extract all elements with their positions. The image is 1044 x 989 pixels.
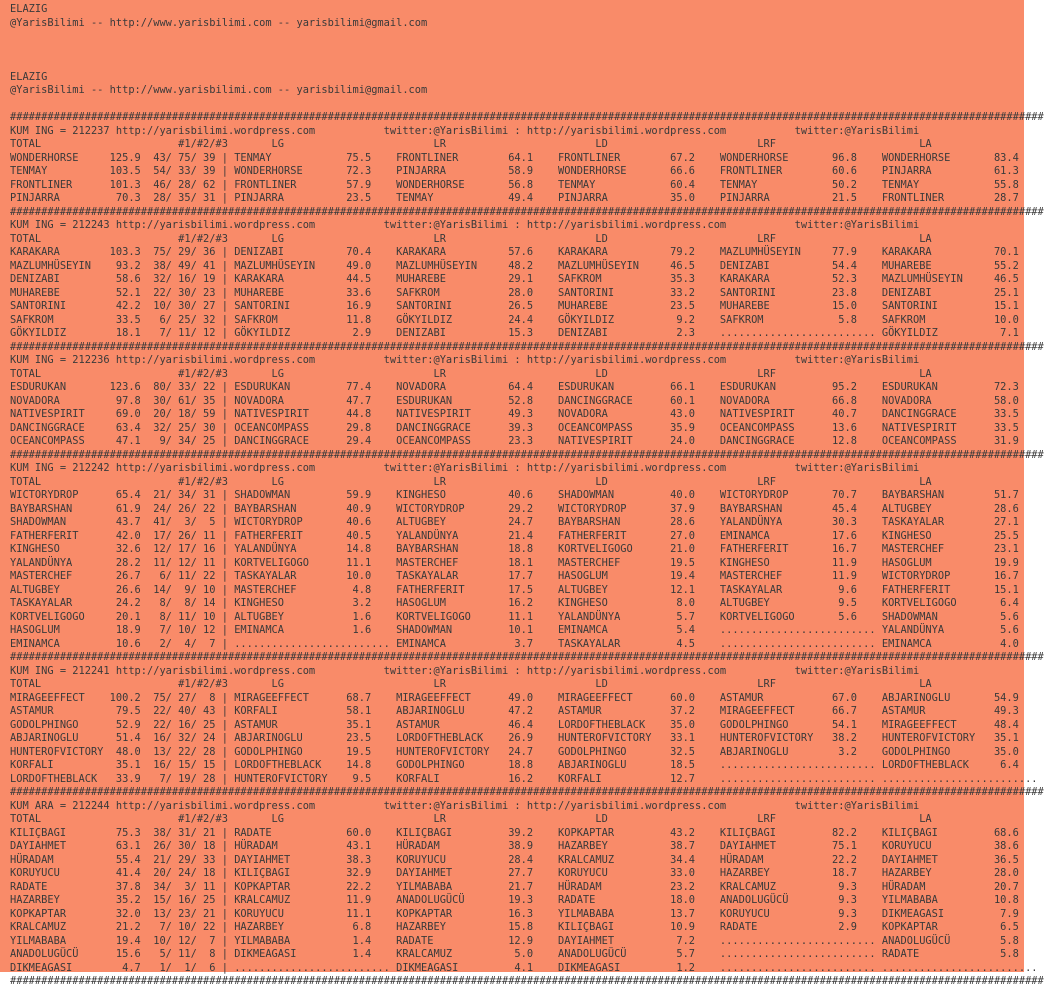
data-row: BAYBARSHAN 61.9 24/ 26/ 22 | BAYBARSHAN 40.9 WICTORYDROP 29.2 WICTORYDROP 37.9 BAYBARSHAN 45.4 ALTUGBEY 28.6 (10, 502, 1019, 515)
preamble-location: ELAZIG (10, 70, 48, 83)
data-row: DANCINGGRACE 63.4 32/ 25/ 30 | OCEANCOMPASS 29.8 DANCINGGRACE 39.3 OCEANCOMPASS 35.9 OCEANCOMPASS 13.6 NATIVESPIRIT 33.5 (10, 421, 1019, 434)
data-row: YILMABABA 19.4 10/ 12/ 7 | YILMABABA 1.4 RADATE 12.9 DAYIAHMET 7.2 ......................... ANADOLUGÜCÜ 5.8 (10, 934, 1019, 947)
column-header: TOTAL #1/#2/#3 LG LR LD LRF LA (10, 475, 932, 488)
data-row: MASTERCHEF 26.7 6/ 11/ 22 | TASKAYALAR 10.0 TASKAYALAR 17.7 HASOGLUM 19.4 MASTERCHEF 11.9 WICTORYDROP 16.7 (10, 570, 1019, 582)
data-row: FATHERFERIT 42.0 17/ 26/ 11 | FATHERFERIT 40.5 YALANDÜNYA 21.4 FATHERFERIT 27.0 EMINAMCA 17.6 KINGHESO 25.5 (10, 529, 1019, 542)
data-row: MIRAGEEFFECT 100.2 75/ 27/ 8 | MIRAGEEFFECT 68.7 MIRAGEEFFECT 49.0 MIRAGEEFFECT 60.0 ASTAMUR 67.0 ABJARINOGLU 54.9 (10, 691, 1019, 704)
separator-line: ###################################################################################################################################################################### (10, 975, 1044, 987)
column-header: TOTAL #1/#2/#3 LG LR LD LRF LA (10, 813, 932, 825)
data-row: GODOLPHINGO 52.9 22/ 16/ 25 | ASTAMUR 35.1 ASTAMUR 46.4 LORDOFTHEBLACK 35.0 GODOLPHINGO 54.1 MIRAGEEFFECT 48.4 (10, 718, 1019, 731)
data-row: OCEANCOMPASS 47.1 9/ 34/ 25 | DANCINGGRACE 29.4 OCEANCOMPASS 23.3 NATIVESPIRIT 24.0 DANCINGGRACE 12.8 OCEANCOMPASS 31.9 (10, 435, 1019, 447)
separator-line: ###################################################################################################################################################################### (10, 340, 1044, 353)
separator-line: ###################################################################################################################################################################### (10, 111, 1044, 123)
section-header: KUM ING = 212237 http://yarisbilimi.wordpress.com twitter:@YarisBilimi : http://yarisbilimi.wordpress.com twitter:@YarisBilimi (10, 124, 920, 137)
data-row: SHADOWMAN 43.7 41/ 3/ 5 | WICTORYDROP 40.6 ALTUGBEY 24.7 BAYBARSHAN 28.6 YALANDÜNYA 30.3 TASKAYALAR 27.1 (10, 516, 1019, 528)
data-row: DENIZABI 58.6 32/ 16/ 19 | KARAKARA 44.5 MUHAREBE 29.1 SAFKROM 35.3 KARAKARA 52.3 MAZLUMHÜSEYIN 46.5 (10, 273, 1019, 285)
data-row: MUHAREBE 52.1 22/ 30/ 23 | MUHAREBE 33.6 SAFKROM 28.0 SANTORINI 33.2 SANTORINI 23.8 DENIZABI 25.1 (10, 286, 1019, 299)
blank-line (10, 44, 1024, 58)
data-row: YALANDÜNYA 28.2 11/ 12/ 11 | KORTVELIGOGO 11.1 MASTERCHEF 18.1 MASTERCHEF 19.5 KINGHESO 11.9 HASOGLUM 19.9 (10, 556, 1019, 569)
data-row: KORFALI 35.1 16/ 15/ 15 | LORDOFTHEBLACK 14.8 GODOLPHINGO 18.8 ABJARINOGLU 18.5 ......................... LORDOFTHEBLACK 6.4 (10, 759, 1019, 771)
section-header: KUM ING = 212242 http://yarisbilimi.wordpress.com twitter:@YarisBilimi : http://yarisbilimi.wordpress.com twitter:@YarisBilimi (10, 462, 920, 474)
data-row: KILIÇBAGI 75.3 38/ 31/ 21 | RADATE 60.0 KILIÇBAGI 39.2 KOPKAPTAR 43.2 KILIÇBAGI 82.2 KILIÇBAGI 68.6 (10, 826, 1019, 839)
data-row: KINGHESO 32.6 12/ 17/ 16 | YALANDÜNYA 14.8 BAYBARSHAN 18.8 KORTVELIGOGO 21.0 FATHERFERIT 16.7 MASTERCHEF 23.1 (10, 543, 1019, 555)
data-row: ESDURUKAN 123.6 80/ 33/ 22 | ESDURUKAN 77.4 NOVADORA 64.4 ESDURUKAN 66.1 ESDURUKAN 95.2 ESDURUKAN 72.3 (10, 381, 1019, 393)
data-row: TENMAY 103.5 54/ 33/ 39 | WONDERHORSE 72.3 PINJARRA 58.9 WONDERHORSE 66.6 FRONTLINER 60.6 PINJARRA 61.3 (10, 165, 1019, 177)
preamble-contact: @YarisBilimi -- http://www.yarisbilimi.com -- yarisbilimi@gmail.com (10, 84, 428, 96)
data-row: LORDOFTHEBLACK 33.9 7/ 19/ 28 | HUNTEROFVICTORY 9.5 KORFALI 16.2 KORFALI 12.7 ......................... ......................... (10, 772, 1038, 785)
data-row: KARAKARA 103.3 75/ 29/ 36 | DENIZABI 70.4 KARAKARA 57.6 KARAKARA 79.2 MAZLUMHÜSEYIN 77.9 KARAKARA 70.1 (10, 246, 1019, 258)
column-header: TOTAL #1/#2/#3 LG LR LD LRF LA (10, 367, 932, 380)
data-row: ANADOLUGÜCÜ 15.6 5/ 11/ 8 | DIKMEAGASI 1.4 KRALCAMUZ 5.0 ANADOLUGÜCÜ 5.7 ......................... RADATE 5.8 (10, 948, 1019, 960)
blank-line (10, 98, 1024, 112)
data-row: HAZARBEY 35.2 15/ 16/ 25 | KRALCAMUZ 11.9 ANADOLUGÜCÜ 19.3 RADATE 18.0 ANADOLUGÜCÜ 9.3 YILMABABA 10.8 (10, 894, 1019, 906)
data-row: RADATE 37.8 34/ 3/ 11 | KOPKAPTAR 22.2 YILMABABA 21.7 HÜRADAM 23.2 KRALCAMUZ 9.3 HÜRADAM 20.7 (10, 880, 1019, 893)
data-row: KORTVELIGOGO 20.1 8/ 11/ 10 | ALTUGBEY 1.6 KORTVELIGOGO 11.1 YALANDÜNYA 5.7 KORTVELIGOGO 5.6 SHADOWMAN 5.6 (10, 610, 1019, 623)
data-row: HÜRADAM 55.4 21/ 29/ 33 | DAYIAHMET 38.3 KORUYUCU 28.4 KRALCAMUZ 34.4 HÜRADAM 22.2 DAYIAHMET 36.5 (10, 853, 1019, 866)
separator-line: ###################################################################################################################################################################### (10, 786, 1044, 798)
blank-line (10, 57, 1024, 71)
blank-line (10, 30, 1024, 44)
data-row: ABJARINOGLU 51.4 16/ 32/ 24 | ABJARINOGLU 23.5 LORDOFTHEBLACK 26.9 HUNTEROFVICTORY 33.1 HUNTEROFVICTORY 38.2 HUNTEROFVICTORY 35.1 (10, 732, 1019, 744)
data-row: KRALCAMUZ 21.2 7/ 10/ 22 | HAZARBEY 6.8 HAZARBEY 15.8 KILIÇBAGI 10.9 RADATE 2.9 KOPKAPTAR 6.5 (10, 921, 1019, 933)
data-row: KORUYUCU 41.4 20/ 24/ 18 | KILIÇBAGI 32.9 DAYIAHMET 27.7 KORUYUCU 33.0 HAZARBEY 18.7 HAZARBEY 28.0 (10, 867, 1019, 879)
data-row: HUNTEROFVICTORY 48.0 13/ 22/ 28 | GODOLPHINGO 19.5 HUNTEROFVICTORY 24.7 GODOLPHINGO 32.5 ABJARINOGLU 3.2 GODOLPHINGO 35.0 (10, 745, 1019, 758)
data-row: ASTAMUR 79.5 22/ 40/ 43 | KORFALI 58.1 ABJARINOGLU 47.2 ASTAMUR 37.2 MIRAGEEFFECT 66.7 ASTAMUR 49.3 (10, 705, 1019, 717)
data-row: ALTUGBEY 26.6 14/ 9/ 10 | MASTERCHEF 4.8 FATHERFERIT 17.5 ALTUGBEY 12.1 TASKAYALAR 9.6 FATHERFERIT 15.1 (10, 583, 1019, 596)
terminal-output (10, 3, 1044, 989)
data-row: KOPKAPTAR 32.0 13/ 23/ 21 | KORUYUCU 11.1 KOPKAPTAR 16.3 YILMABABA 13.7 KORUYUCU 9.3 DIKMEAGASI 7.9 (10, 907, 1019, 920)
separator-line: ###################################################################################################################################################################### (10, 205, 1044, 218)
data-row: MAZLUMHÜSEYIN 93.2 38/ 49/ 41 | MAZLUMHÜSEYIN 49.0 MAZLUMHÜSEYIN 48.2 MAZLUMHÜSEYIN 46.5 DENIZABI 54.4 MUHAREBE 55.2 (10, 259, 1019, 272)
preamble-location: ELAZIG (10, 3, 48, 15)
data-row: DAYIAHMET 63.1 26/ 30/ 18 | HÜRADAM 43.1 HÜRADAM 38.9 HAZARBEY 38.7 DAYIAHMET 75.1 KORUYUCU 38.6 (10, 840, 1019, 852)
section-header: KUM ING = 212243 http://yarisbilimi.wordpress.com twitter:@YarisBilimi : http://yarisbilimi.wordpress.com twitter:@YarisBilimi (10, 219, 920, 231)
section-header: KUM ARA = 212244 http://yarisbilimi.wordpress.com twitter:@YarisBilimi : http://yarisbilimi.wordpress.com twitter:@YarisBilimi (10, 799, 920, 812)
data-row: PINJARRA 70.3 28/ 35/ 31 | PINJARRA 23.5 TENMAY 49.4 PINJARRA 35.0 PINJARRA 21.5 FRONTLINER 28.7 (10, 192, 1019, 204)
data-row: DIKMEAGASI 4.7 1/ 1/ 6 | ......................... DIKMEAGASI 4.1 DIKMEAGASI 1.2 ......................... ......................... (10, 961, 1038, 974)
column-header: TOTAL #1/#2/#3 LG LR LD LRF LA (10, 138, 932, 150)
data-row: GÖKYILDIZ 18.1 7/ 11/ 12 | GÖKYILDIZ 2.9 DENIZABI 15.3 DENIZABI 2.3 ......................... GÖKYILDIZ 7.1 (10, 327, 1019, 339)
data-row: FRONTLINER 101.3 46/ 28/ 62 | FRONTLINER 57.9 WONDERHORSE 56.8 TENMAY 60.4 TENMAY 50.2 TENMAY 55.8 (10, 178, 1019, 191)
data-row: WONDERHORSE 125.9 43/ 75/ 39 | TENMAY 75.5 FRONTLINER 64.1 FRONTLINER 67.2 WONDERHORSE 96.8 WONDERHORSE 83.4 (10, 151, 1019, 164)
column-header: TOTAL #1/#2/#3 LG LR LD LRF LA (10, 232, 932, 245)
data-row: EMINAMCA 10.6 2/ 4/ 7 | ......................... EMINAMCA 3.7 TASKAYALAR 4.5 ......................... EMINAMCA 4.0 (10, 637, 1019, 650)
data-row: NOVADORA 97.8 30/ 61/ 35 | NOVADORA 47.7 ESDURUKAN 52.8 DANCINGGRACE 60.1 NOVADORA 66.8 NOVADORA 58.0 (10, 394, 1019, 407)
preamble-contact: @YarisBilimi -- http://www.yarisbilimi.com -- yarisbilimi@gmail.com (10, 16, 428, 29)
data-row: WICTORYDROP 65.4 21/ 34/ 31 | SHADOWMAN 59.9 KINGHESO 40.6 SHADOWMAN 40.0 WICTORYDROP 70.7 BAYBARSHAN 51.7 (10, 489, 1019, 501)
data-row: SAFKROM 33.5 6/ 25/ 32 | SAFKROM 11.8 GÖKYILDIZ 24.4 GÖKYILDIZ 9.2 SAFKROM 5.8 SAFKROM 10.0 (10, 313, 1019, 326)
data-row: SANTORINI 42.2 10/ 30/ 27 | SANTORINI 16.9 SANTORINI 26.5 MUHAREBE 23.5 MUHAREBE 15.0 SANTORINI 15.1 (10, 300, 1019, 312)
section-header: KUM ING = 212241 http://yarisbilimi.wordpress.com twitter:@YarisBilimi : http://yarisbilimi.wordpress.com twitter:@YarisBilimi (10, 664, 920, 677)
data-row: NATIVESPIRIT 69.0 20/ 18/ 59 | NATIVESPIRIT 44.8 NATIVESPIRIT 49.3 NOVADORA 43.0 NATIVESPIRIT 40.7 DANCINGGRACE 33.5 (10, 408, 1019, 420)
data-row: HASOGLUM 18.9 7/ 10/ 12 | EMINAMCA 1.6 SHADOWMAN 10.1 EMINAMCA 5.4 ......................... YALANDÜNYA 5.6 (10, 624, 1019, 636)
column-header: TOTAL #1/#2/#3 LG LR LD LRF LA (10, 678, 932, 690)
data-row: TASKAYALAR 24.2 8/ 8/ 14 | KINGHESO 3.2 HASOGLUM 16.2 KINGHESO 8.0 ALTUGBEY 9.5 KORTVELIGOGO 6.4 (10, 597, 1019, 609)
separator-line: ###################################################################################################################################################################### (10, 651, 1044, 663)
separator-line: ###################################################################################################################################################################### (10, 448, 1044, 461)
section-header: KUM ING = 212236 http://yarisbilimi.wordpress.com twitter:@YarisBilimi : http://yarisbilimi.wordpress.com twitter:@YarisBilimi (10, 354, 920, 366)
